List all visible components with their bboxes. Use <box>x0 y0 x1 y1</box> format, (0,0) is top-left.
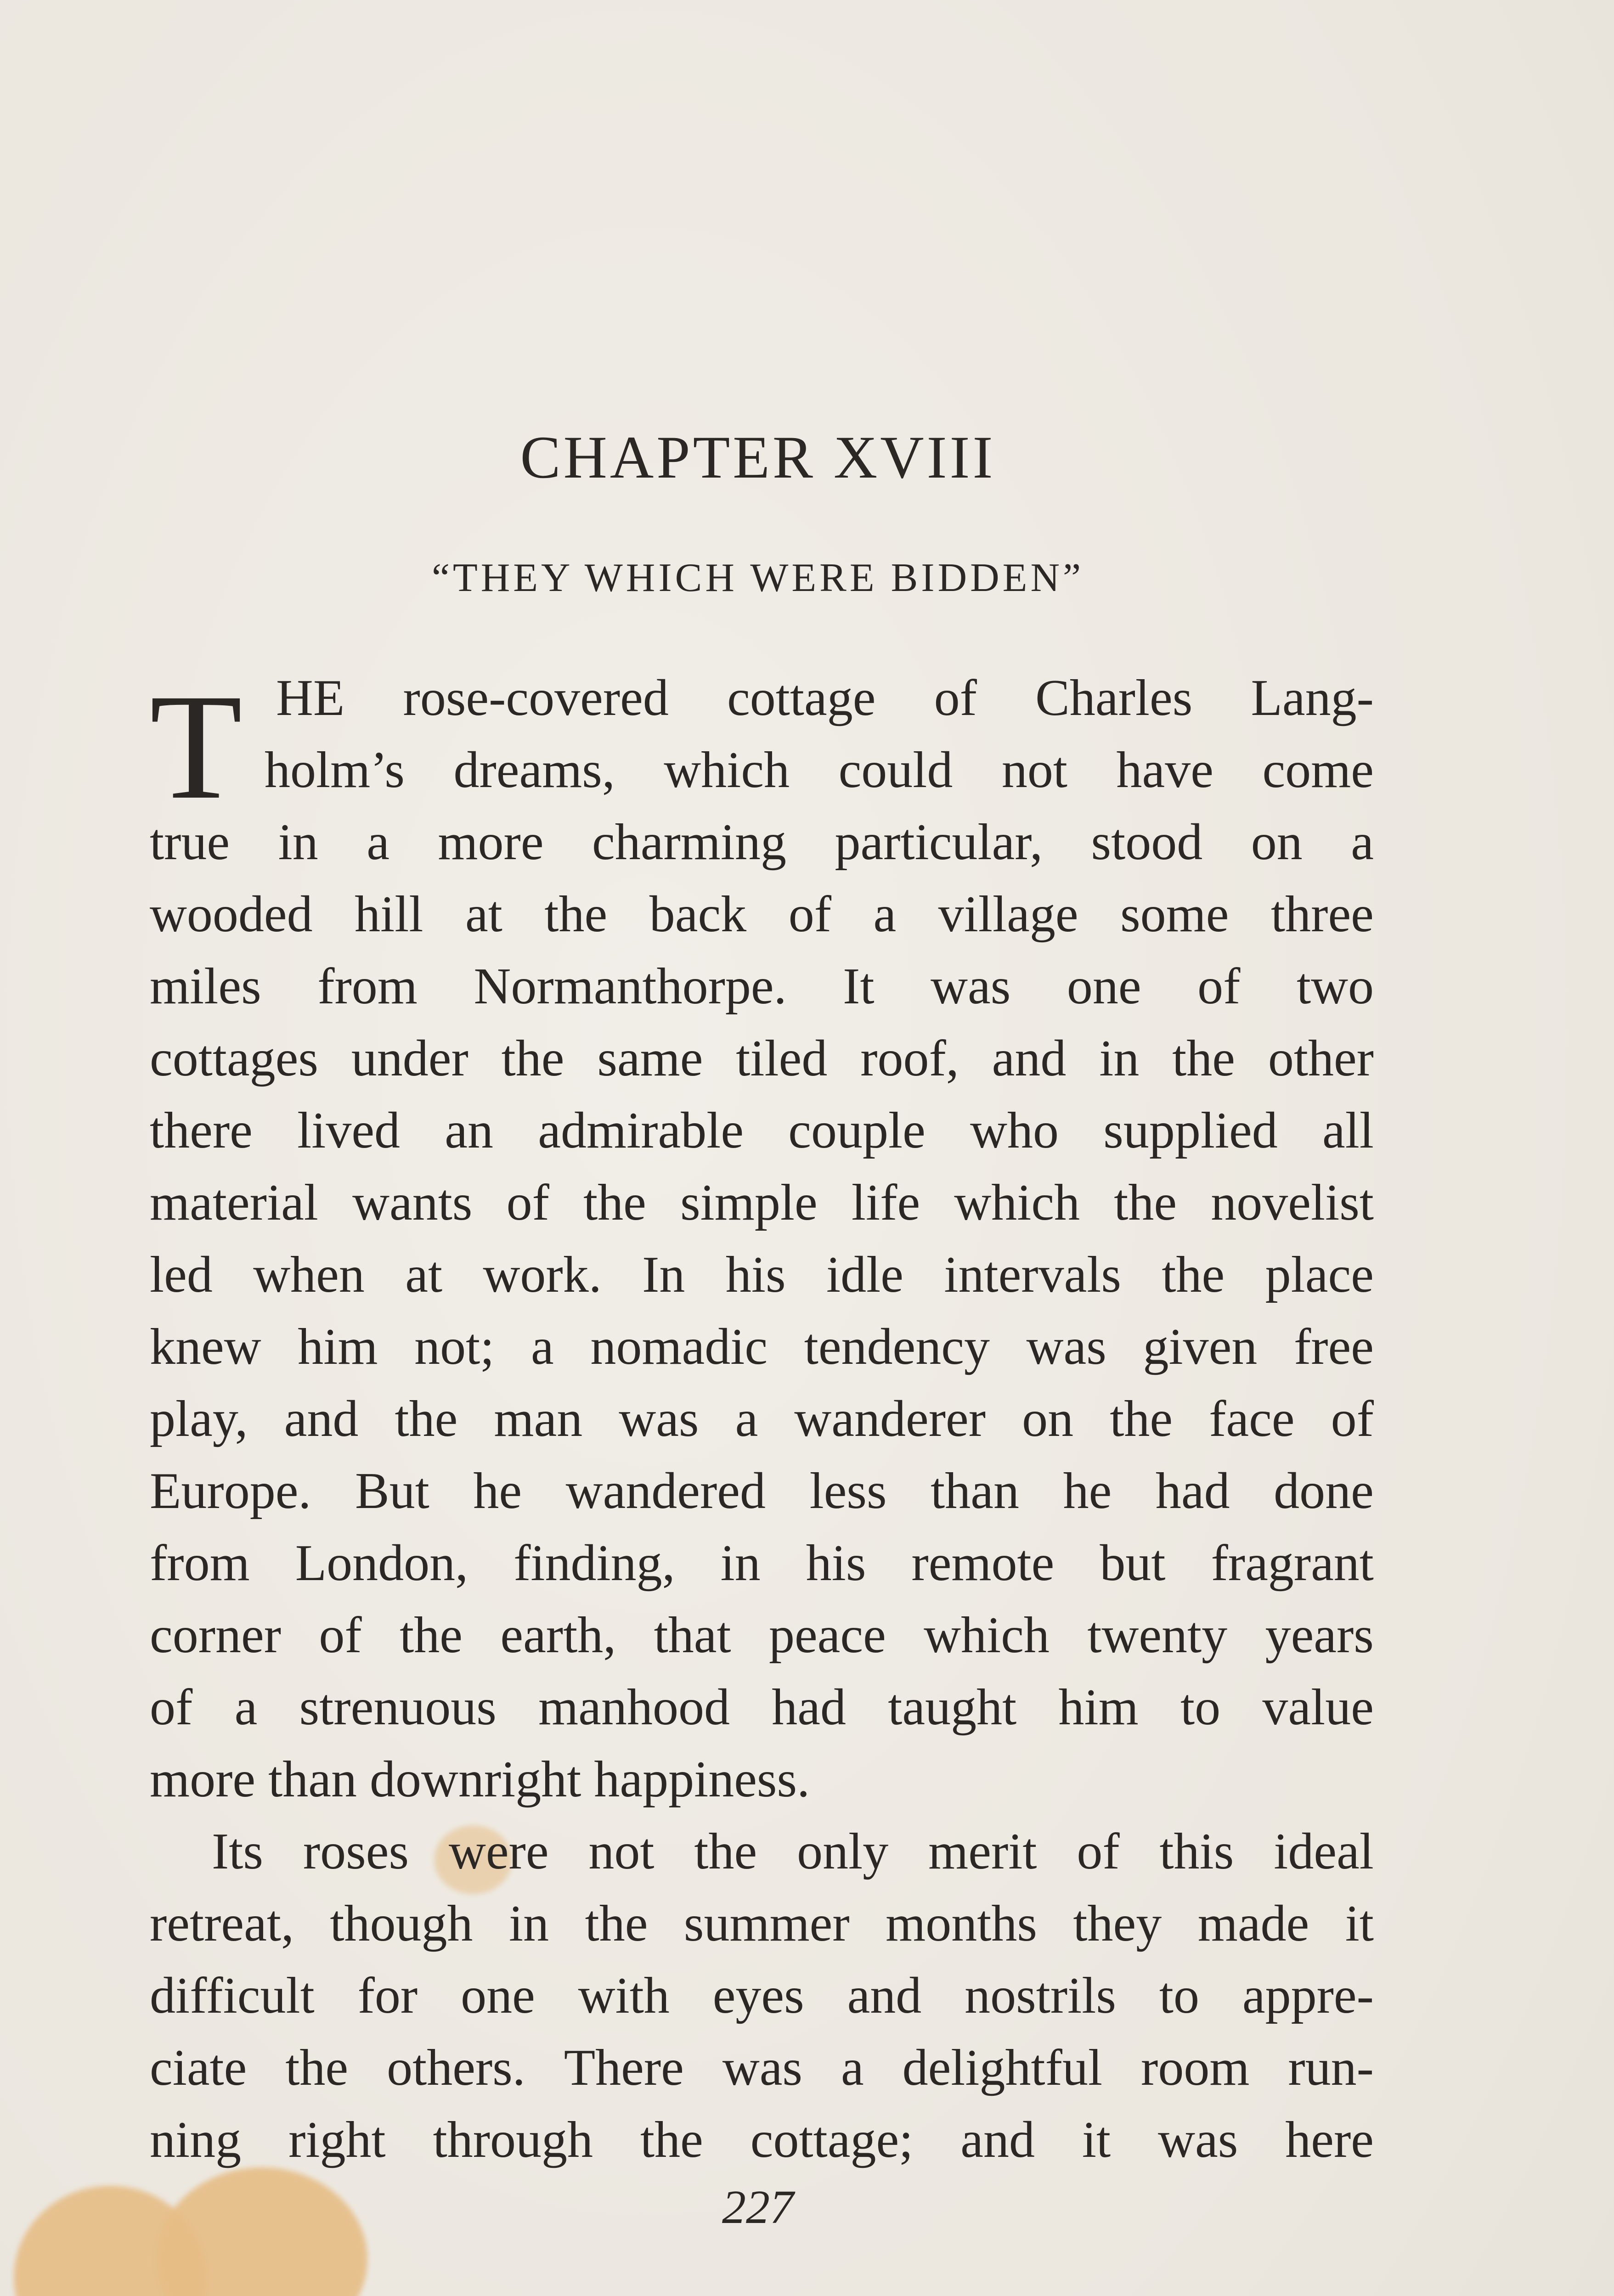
chapter-subtitle: “THEY WHICH WERE BIDDEN” <box>431 556 1084 600</box>
text-line: material wants of the simple life which the novelist <box>150 1174 1374 1231</box>
drop-cap: T <box>150 663 243 831</box>
text-line: there lived an admirable couple who supplied all <box>150 1102 1374 1159</box>
text-line: retreat, though in the summer months they made it <box>150 1895 1374 1952</box>
text-line: Europe. But he wandered less than he had done <box>150 1463 1374 1519</box>
text-line: cottages under the same tiled roof, and in the other <box>150 1030 1374 1087</box>
text-line: miles from Normanthorpe. It was one of two <box>150 958 1374 1015</box>
text-line: Its roses were not the only merit of this ideal <box>212 1823 1374 1880</box>
text-line: ning right through the cottage; and it was here <box>150 2111 1374 2168</box>
text-line: play, and the man was a wanderer on the face of <box>150 1390 1374 1447</box>
text-line: knew him not; a nomadic tendency was given free <box>150 1318 1374 1375</box>
chapter-heading: CHAPTER XVIII <box>520 423 996 491</box>
text-line: from London, finding, in his remote but fragrant <box>150 1535 1374 1592</box>
body-text <box>150 662 1374 2176</box>
text-line: true in a more charming particular, stood on a <box>150 814 1374 871</box>
text-line: wooded hill at the back of a village some three <box>150 886 1374 943</box>
text-line: difficult for one with eyes and nostrils to appre- <box>150 1967 1374 2024</box>
page-number: 227 <box>722 2181 794 2234</box>
text-line: of a strenuous manhood had taught him to value <box>150 1679 1374 1736</box>
text-line: led when at work. In his idle intervals the place <box>150 1246 1374 1303</box>
text-line: more than downright happiness. <box>150 1751 810 1808</box>
text-line: corner of the earth, that peace which twenty years <box>150 1607 1374 1664</box>
text-line: ciate the others. There was a delightful room run- <box>150 2039 1374 2096</box>
text-line: HE rose-covered cottage of Charles Lang- <box>276 670 1374 726</box>
text-line: holm’s dreams, which could not have come <box>265 742 1374 799</box>
